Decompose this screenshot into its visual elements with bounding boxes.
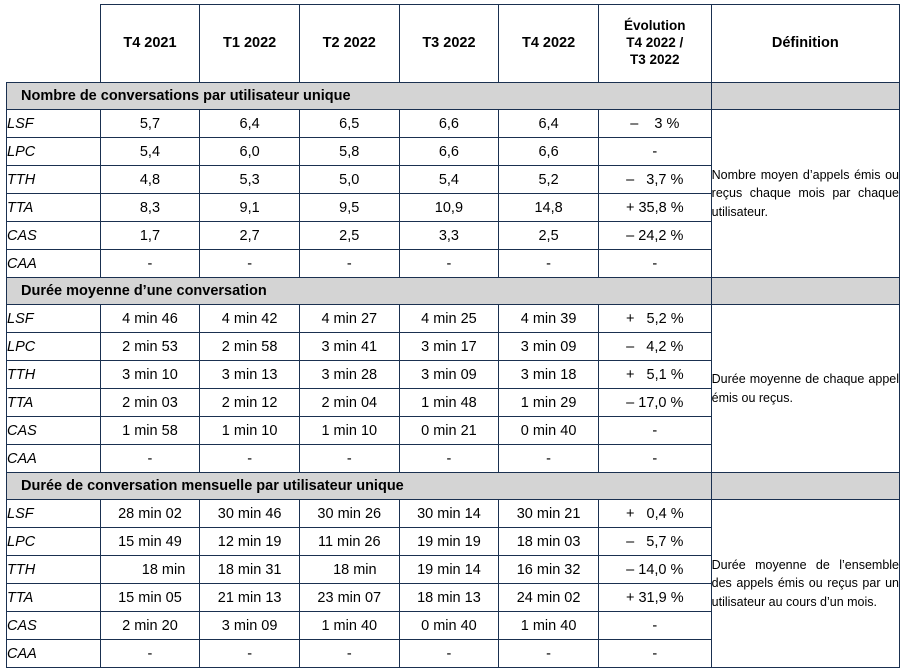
cell-evolution: - [598, 445, 711, 473]
table-body [7, 83, 900, 668]
cell-evolution: - [598, 640, 711, 668]
cell-value: 4 min 46 [100, 305, 200, 333]
cell-value: 5,4 [100, 138, 200, 166]
row-label: CAA [7, 640, 101, 668]
cell-evolution: - [598, 612, 711, 640]
cell-value: - [499, 640, 599, 668]
cell-value: 2 min 20 [100, 612, 200, 640]
cell-evolution: - [598, 417, 711, 445]
cell-value: 3,3 [399, 222, 499, 250]
cell-value: - [399, 250, 499, 278]
cell-value: 5,0 [299, 166, 399, 194]
section-band-row [7, 83, 900, 110]
row-label: TTA [7, 194, 101, 222]
section-band-title: Durée moyenne d’une conversation [7, 278, 712, 305]
cell-value: 21 min 13 [200, 584, 300, 612]
cell-value: 1 min 48 [399, 389, 499, 417]
cell-value: 19 min 14 [399, 556, 499, 584]
cell-value: - [200, 445, 300, 473]
cell-value: 6,0 [200, 138, 300, 166]
cell-value: 30 min 26 [299, 500, 399, 528]
cell-value: 12 min 19 [200, 528, 300, 556]
cell-value: 5,7 [100, 110, 200, 138]
cell-evolution: – 3,7 % [598, 166, 711, 194]
cell-value: - [499, 250, 599, 278]
cell-value: 3 min 41 [299, 333, 399, 361]
cell-value: 18 min [100, 556, 200, 584]
cell-value: - [499, 445, 599, 473]
section-band-title: Nombre de conversations par utilisateur unique [7, 83, 712, 110]
row-label: TTH [7, 166, 101, 194]
cell-value: 5,8 [299, 138, 399, 166]
cell-value: 0 min 40 [399, 612, 499, 640]
header-evolution-line2: T4 2022 / [626, 35, 684, 51]
cell-value: 10,9 [399, 194, 499, 222]
header-cell-t4-2022: T4 2022 [499, 5, 599, 83]
cell-value: - [100, 640, 200, 668]
section-band-row [7, 278, 900, 305]
cell-value: 6,5 [299, 110, 399, 138]
section-band-row [7, 473, 900, 500]
cell-value: 11 min 26 [299, 528, 399, 556]
cell-value: 9,1 [200, 194, 300, 222]
cell-value: - [100, 445, 200, 473]
header-cell-evolution [598, 5, 711, 83]
header-cell-blank [7, 5, 101, 83]
table-header [7, 5, 900, 83]
table-row [7, 110, 900, 138]
cell-value: 15 min 05 [100, 584, 200, 612]
cell-value: 1,7 [100, 222, 200, 250]
cell-evolution: + 0,4 % [598, 500, 711, 528]
cell-value: 2,7 [200, 222, 300, 250]
header-evolution-line1: Évolution [624, 18, 686, 34]
cell-value: 2 min 53 [100, 333, 200, 361]
cell-value: 2 min 12 [200, 389, 300, 417]
cell-value: 1 min 29 [499, 389, 599, 417]
cell-value: 15 min 49 [100, 528, 200, 556]
row-label: CAS [7, 417, 101, 445]
cell-value: 0 min 40 [499, 417, 599, 445]
cell-value: 3 min 09 [200, 612, 300, 640]
cell-value: 2,5 [299, 222, 399, 250]
cell-value: 3 min 28 [299, 361, 399, 389]
section-band-title: Durée de conversation mensuelle par utilisateur unique [7, 473, 712, 500]
table-row [7, 500, 900, 528]
cell-evolution: + 5,2 % [598, 305, 711, 333]
cell-value: 19 min 19 [399, 528, 499, 556]
cell-value: 16 min 32 [499, 556, 599, 584]
cell-value: 6,4 [200, 110, 300, 138]
cell-evolution: + 35,8 % [598, 194, 711, 222]
cell-value: 2 min 58 [200, 333, 300, 361]
cell-value: 1 min 10 [200, 417, 300, 445]
cell-evolution: + 5,1 % [598, 361, 711, 389]
cell-evolution: – 14,0 % [598, 556, 711, 584]
header-cell-t2-2022: T2 2022 [299, 5, 399, 83]
cell-value: 6,6 [399, 138, 499, 166]
cell-value: 0 min 21 [399, 417, 499, 445]
cell-value: 3 min 13 [200, 361, 300, 389]
row-label: TTA [7, 584, 101, 612]
cell-value: 1 min 40 [299, 612, 399, 640]
table-row [7, 305, 900, 333]
header-cell-t1-2022: T1 2022 [200, 5, 300, 83]
cell-value: 5,3 [200, 166, 300, 194]
cell-evolution: – 24,2 % [598, 222, 711, 250]
cell-value: 18 min [299, 556, 399, 584]
row-label: CAS [7, 222, 101, 250]
section-band-definition-spacer [711, 83, 899, 110]
cell-value: 4 min 27 [299, 305, 399, 333]
cell-value: 30 min 14 [399, 500, 499, 528]
cell-evolution: - [598, 250, 711, 278]
cell-value: 1 min 58 [100, 417, 200, 445]
cell-value: 4 min 42 [200, 305, 300, 333]
cell-value: 24 min 02 [499, 584, 599, 612]
cell-value: 30 min 21 [499, 500, 599, 528]
cell-value: 4,8 [100, 166, 200, 194]
row-label: LSF [7, 110, 101, 138]
cell-value: 4 min 39 [499, 305, 599, 333]
cell-evolution: – 3 % [598, 110, 711, 138]
cell-value: 6,6 [399, 110, 499, 138]
row-label: CAA [7, 445, 101, 473]
cell-value: 2 min 03 [100, 389, 200, 417]
section-band-definition-spacer [711, 473, 899, 500]
header-cell-t4-2021: T4 2021 [100, 5, 200, 83]
cell-value: - [200, 640, 300, 668]
row-label: TTA [7, 389, 101, 417]
cell-value: - [200, 250, 300, 278]
cell-value: 3 min 18 [499, 361, 599, 389]
cell-evolution: – 4,2 % [598, 333, 711, 361]
cell-value: - [299, 250, 399, 278]
header-row [7, 5, 900, 83]
cell-evolution: + 31,9 % [598, 584, 711, 612]
cell-value: 23 min 07 [299, 584, 399, 612]
header-evolution-line3: T3 2022 [630, 51, 680, 67]
row-label: LSF [7, 305, 101, 333]
cell-value: 18 min 03 [499, 528, 599, 556]
cell-value: 3 min 17 [399, 333, 499, 361]
cell-evolution: – 17,0 % [598, 389, 711, 417]
cell-value: 6,6 [499, 138, 599, 166]
cell-evolution: – 5,7 % [598, 528, 711, 556]
cell-value: - [399, 640, 499, 668]
cell-value: 4 min 25 [399, 305, 499, 333]
header-cell-t3-2022: T3 2022 [399, 5, 499, 83]
cell-value: - [299, 445, 399, 473]
cell-value: 1 min 40 [499, 612, 599, 640]
cell-value: 9,5 [299, 194, 399, 222]
row-label: LPC [7, 528, 101, 556]
header-cell-definition: Définition [711, 5, 899, 83]
cell-value: - [100, 250, 200, 278]
cell-value: 6,4 [499, 110, 599, 138]
cell-value: 3 min 09 [399, 361, 499, 389]
cell-value: 8,3 [100, 194, 200, 222]
cell-value: 30 min 46 [200, 500, 300, 528]
indicators-table [6, 4, 900, 668]
row-label: CAS [7, 612, 101, 640]
cell-value: - [399, 445, 499, 473]
row-label: LPC [7, 333, 101, 361]
cell-definition: Durée moyenne de l’ensemble des appels émis ou reçus par un utilisateur au cours d’un mois. [711, 500, 899, 668]
cell-value: 5,2 [499, 166, 599, 194]
cell-value: 14,8 [499, 194, 599, 222]
cell-value: 2,5 [499, 222, 599, 250]
row-label: LSF [7, 500, 101, 528]
cell-value: 3 min 10 [100, 361, 200, 389]
cell-value: 3 min 09 [499, 333, 599, 361]
cell-value: 1 min 10 [299, 417, 399, 445]
cell-value: 18 min 13 [399, 584, 499, 612]
row-label: CAA [7, 250, 101, 278]
cell-value: 2 min 04 [299, 389, 399, 417]
row-label: TTH [7, 361, 101, 389]
cell-evolution: - [598, 138, 711, 166]
row-label: TTH [7, 556, 101, 584]
cell-value: 28 min 02 [100, 500, 200, 528]
cell-value: 5,4 [399, 166, 499, 194]
cell-value: 18 min 31 [200, 556, 300, 584]
cell-definition: Durée moyenne de chaque appel émis ou reçus. [711, 305, 899, 473]
section-band-definition-spacer [711, 278, 899, 305]
cell-value: - [299, 640, 399, 668]
row-label: LPC [7, 138, 101, 166]
cell-definition: Nombre moyen d’appels émis ou reçus chaque mois par chaque utilisateur. [711, 110, 899, 278]
